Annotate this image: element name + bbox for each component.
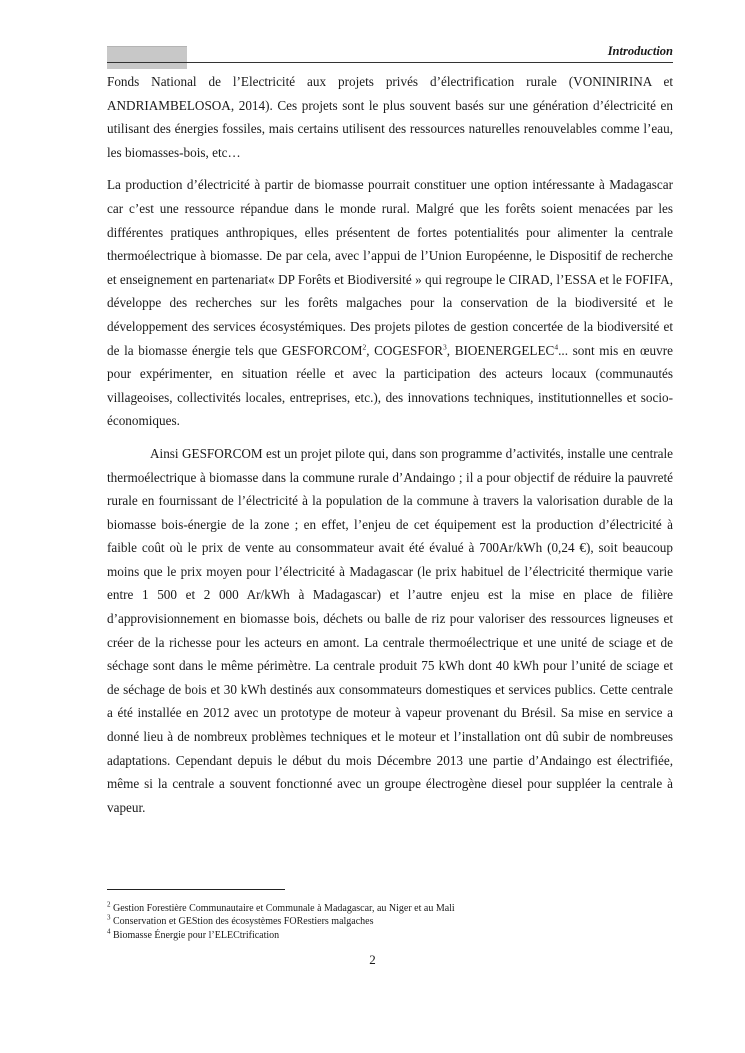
- header-gray-block: [107, 46, 187, 69]
- body-text: [107, 70, 673, 828]
- paragraph-2-part-4: ... sont mis en œuvre pour expérimenter, en situation réelle et avec la participation des acteurs locaux (communautés villageoises, collectivités locales, entreprises, etc.), des innovations techniques, institutionnelles et socio-économiques.: [107, 342, 673, 429]
- footnote-rule: [107, 889, 285, 890]
- footnote-ref-3: 3: [443, 342, 447, 352]
- paragraph-2-part-1: La production d’électricité à partir de biomasse pourrait constituer une option intéressante à Madagascar car c’est une ressource répandue dans le monde rural. Malgré que les forêts soient menacées par les différentes pratiques anthropiques, elles présentent de fortes potentialités pour alimenter la centrale thermoélectrique à biomasse. De par cela, avec l’appui de l’Union Européenne, le Dispositif de recherche et enseignement en partenariat« DP Forêts et Biodiversité » qui regroupe le CIRAD, l’ESSA et le FOFIFA, développe des recherches sur les forêts malgaches pour la conservation de la biodiversité et le développement des services écosystémiques. Des projets pilotes de gestion concertée de la biodiversité et de la biomasse énergie tels que GESFORCOM: [107, 177, 673, 358]
- footnote-2: [107, 902, 673, 915]
- footnote-number: 4: [107, 927, 111, 936]
- footnote-text: Biomasse Énergie pour l’ELECtrification: [113, 929, 280, 941]
- paragraph-2: [107, 173, 673, 433]
- footnote-text: Conservation et GEStion des écosystèmes FORestiers malgaches: [113, 916, 374, 928]
- footnote-ref-2: 2: [362, 342, 367, 352]
- running-header-title: Introduction: [607, 44, 673, 58]
- paragraph-3: Ainsi GESFORCOM est un projet pilote qui, dans son programme d’activités, installe une centrale thermoélectrique à biomasse dans la commune rurale d’Andaingo ; il a pour objectif de réduire la pauvreté rurale en fournissant de l’électricité à la population de la commune à travers la valorisation durable de la biomasse bois-énergie de la zone ; en effet, l’enjeu de cet équipement est la production d’électricité à faible coût où le prix de vente au consommateur avait été évalué à 700Ar/kWh (0,24 €), soit beaucoup moins que le prix moyen pour l’électricité à Madagascar (le prix habituel de l’électricité thermique varie entre 1 500 et 2 000 Ar/kWh à Madagascar) et l’autre enjeu est la mise en place de filière d’approvisionnement en biomasse bois, déchets ou balle de riz pour valoriser des ressources ligneuses et créer de la richesse pour les acteurs en amont. La centrale thermoélectrique et une unité de sciage et de séchage sont dans le même périmètre. La centrale produit 75 kWh dont 40 kWh pour l’unité de sciage et de séchage de bois et 30 kWh destinés aux consommateurs domestiques et services publics. Cette centrale a été installée en 2012 avec un prototype de moteur à vapeur provenant du Brésil. Sa mise en service a donné lieu à de nombreux problèmes techniques et le moteur et l’installation ont dû subir de nombreuses adaptations. Cependant depuis le début du mois Décembre 2013 une partie d’Andaingo est électrifiée, même si la centrale a souvent fonctionné avec un groupe électrogène diesel pour suppléer la centrale à vapeur.: [107, 445, 673, 815]
- footnote-number: 2: [107, 900, 111, 909]
- paragraph-2-part-3: , BIOENERGELEC: [446, 342, 555, 358]
- footnote-number: 3: [107, 914, 111, 923]
- page-number: 2: [369, 952, 376, 967]
- footnote-text: Gestion Forestière Communautaire et Communale à Madagascar, au Niger et au Mali: [113, 903, 455, 914]
- paragraph-2-part-2: , COGESFOR: [366, 342, 444, 358]
- paragraph-1: Fonds National de l’Electricité aux projets privés d’électrification rurale (VONINIRINA et ANDRIAMBELOSOA, 2014). Ces projets sont le plus souvent basés sur une génération d’électricité en utilisant des énergies fossiles, mais certains utilisent des ressources naturelles renouvelables comme l’eau, les biomasses-bois, etc…: [107, 74, 673, 160]
- footnotes: [107, 902, 673, 942]
- footnote-ref-4: 4: [554, 342, 559, 352]
- footnote-4: [107, 929, 673, 942]
- footnote-3: [107, 915, 673, 928]
- header-rule: [107, 62, 673, 63]
